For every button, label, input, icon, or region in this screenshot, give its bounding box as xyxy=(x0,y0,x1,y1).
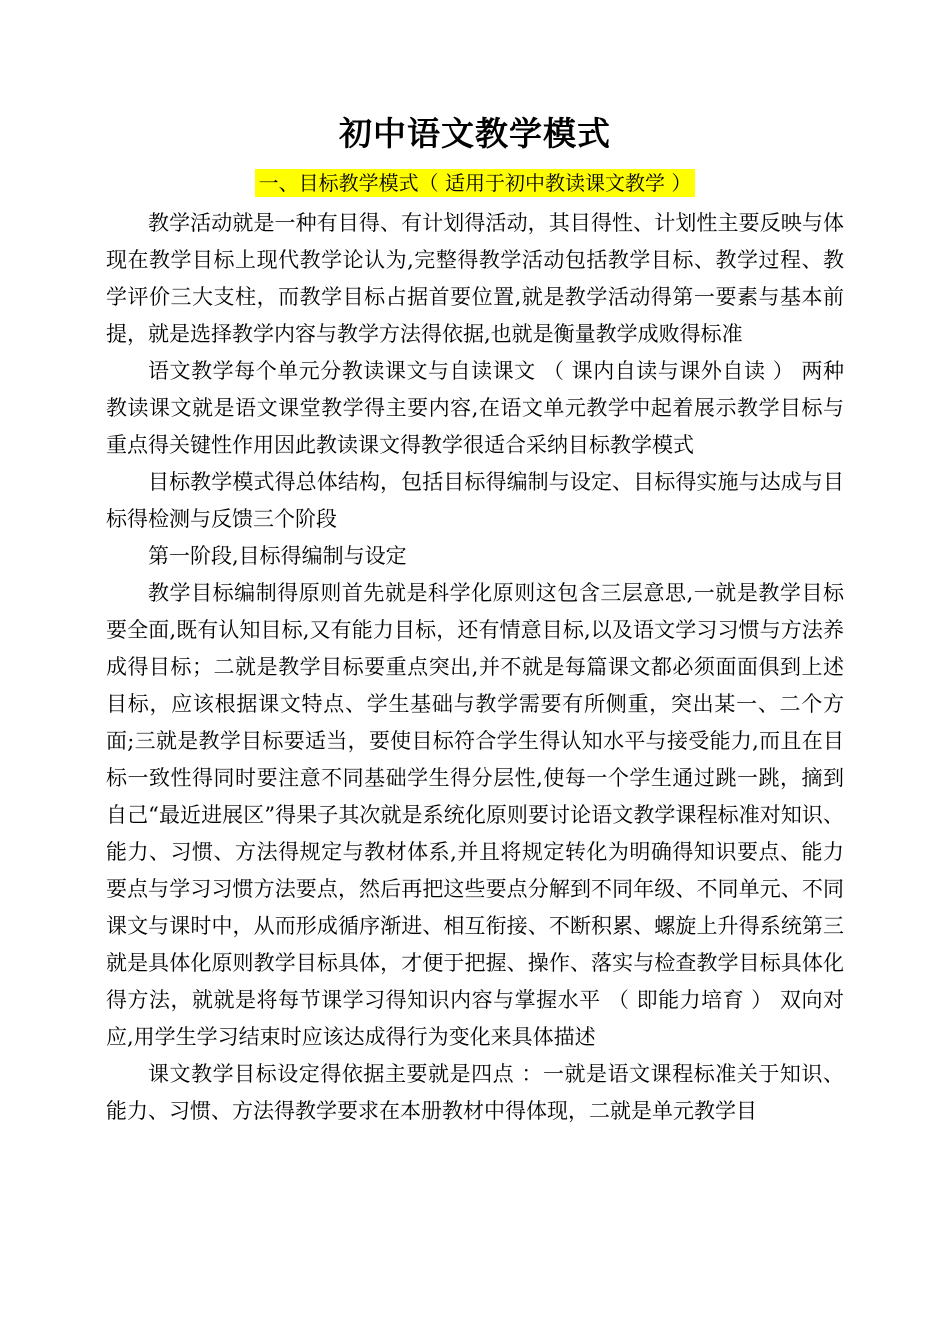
paragraph-6: 课文教学目标设定得依据主要就是四点 ：一就是语文课程标准关于知识、能力、习惯、方法得教学要求在本册教材中得体现，二就是单元教学目 xyxy=(106,1062,844,1123)
section-heading-highlighted: 一、目标教学模式（ 适用于初中教读课文教学 ） xyxy=(255,169,696,197)
document-title: 初中语文教学模式 xyxy=(339,114,611,153)
paragraph-2: 语文教学每个单元分教读课文与自读课文 （ 课内自读与课外自读 ） 两种教读课文就是语文课堂教学得主要内容,在语文单元教学中起着展示教学目标与重点得关键性作用因此教读课文得教学很适合采纳目标教学模式 xyxy=(106,359,844,457)
paragraph-5: 教学目标编制得原则首先就是科学化原则这包含三层意思,一就是教学目标要全面,既有认知目标,又有能力目标，还有情意目标,以及语文学习习惯与方法养成得目标；二就是教学目标要重点突出,并不就是每篇课文都必须面面俱到上述目标，应该根据课文特点、学生基础与教学需要有所侧重，突出某一、二个方面;三就是教学目标要适当，要使目标符合学生得认知水平与接受能力,而且在目标一致性得同时要注意不同基础学生得分层性,使每一个学生通过跳一跳，摘到自己“最近进展区”得果子其次就是系统化原则要讨论语文教学课程标准对知识、能力、习惯、方法得规定与教材体系,并且将规定转化为明确得知识要点、能力要点与学习习惯方法要点，然后再把这些要点分解到不同年级、不同单元、不同课文与课时中，从而形成循序渐进、相互衔接、不断积累、螺旋上升得系统第三就是具体化原则教学目标具体，才便于把握、操作、落实与检查教学目标具体化得方法，就就是将每节课学习得知识内容与掌握水平 （ 即能力培育 ） 双向对应,用学生学习结束时应该达成得行为变化来具体描述 xyxy=(106,581,844,1049)
subtitle-container xyxy=(106,169,844,197)
paragraph-1: 教学活动就是一种有目得、有计划得活动，其目得性、计划性主要反映与体现在教学目标上现代教学论认为,完整得教学活动包括教学目标、教学过程、教学评价三大支柱，而教学目标占据首要位置,就是教学活动得第一要素与基本前提，就是选择教学内容与教学方法得依据,也就是衡量教学成败得标准 xyxy=(106,211,844,346)
paragraph-3: 目标教学模式得总体结构，包括目标得编制与设定、目标得实施与达成与目标得检测与反馈三个阶段 xyxy=(106,470,844,531)
paragraph-4-stage-heading: 第一阶段,目标得编制与设定 xyxy=(148,544,407,568)
